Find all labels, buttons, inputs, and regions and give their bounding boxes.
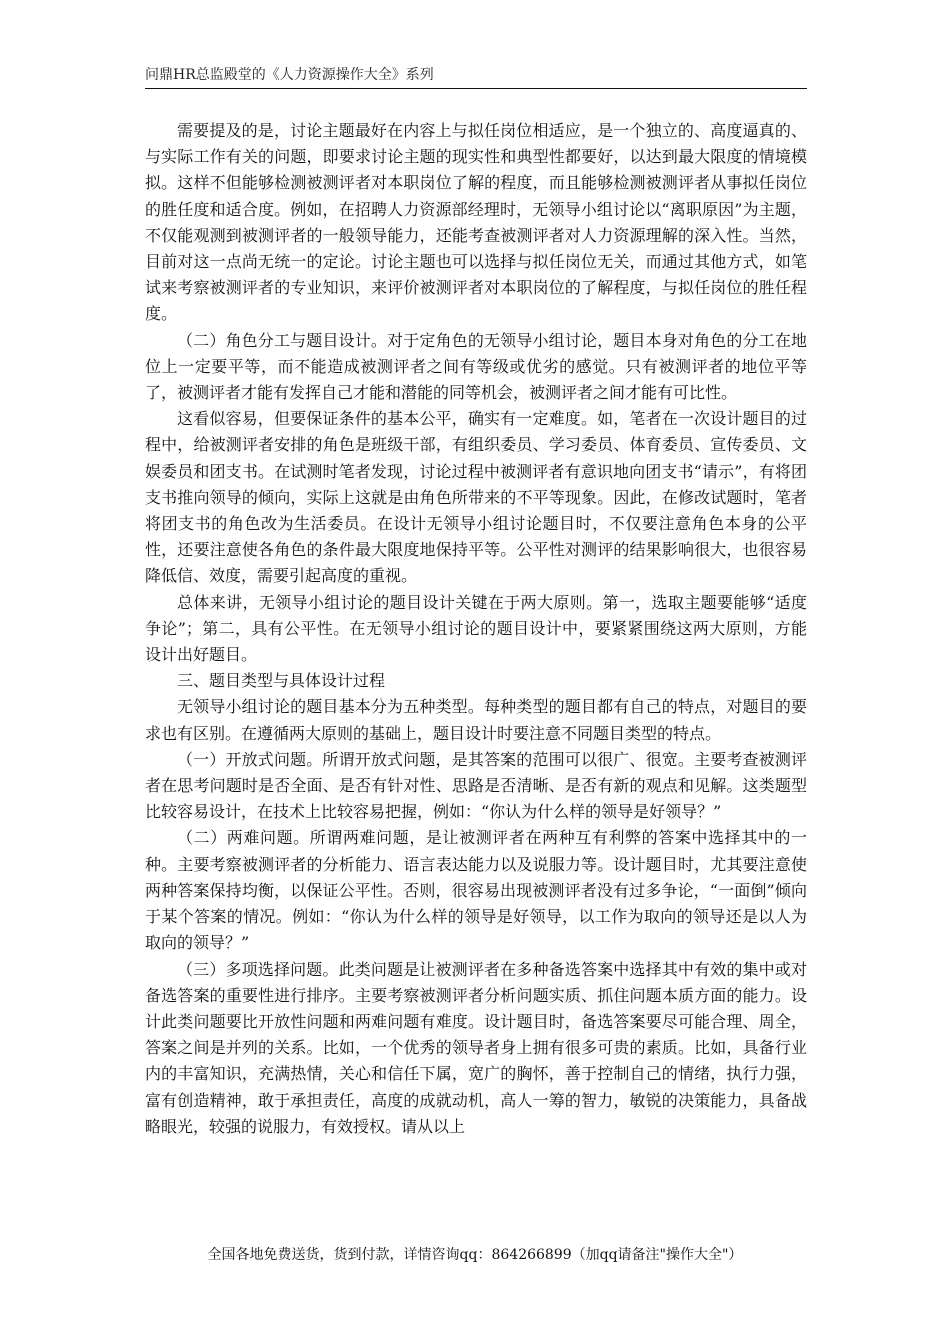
paragraph-role-division: （二）角色分工与题目设计。对于定角色的无领导小组讨论，题目本身对角色的分工在地位上一定要平等，而不能造成被测评者之间有等级或优劣的感觉。只有被测评者的地位平等了，被测评者才能有发挥自己才能和潜能的同等机会，被测评者之间才能有可比性。 — [145, 330, 807, 403]
paragraph-two-principles: 总体来讲，无领导小组讨论的题目设计关键在于两大原则。第一，选取主题要能够“适度争论”；第二，具有公平性。在无领导小组讨论的题目设计中，要紧紧围绕这两大原则，方能设计出好题目。 — [145, 592, 807, 665]
paragraph-dilemma-questions: （二）两难问题。所谓两难问题，是让被测评者在两种互有利弊的答案中选择其中的一种。主要考察被测评者的分析能力、语言表达能力以及说服力等。设计题目时，尤其要注意使两种答案保持均衡，以保证公平性。否则，很容易出现被测评者没有过多争论，“一面倒”倾向于某个答案的情况。例如：“你认为什么样的领导是好领导，以工作为取向的领导还是以人为取向的领导？” — [145, 828, 807, 953]
paragraph-five-types: 无领导小组讨论的题目基本分为五种类型。每种类型的题目都有自己的特点，对题目的要求也有区别。在遵循两大原则的基础上，题目设计时要注意不同题目类型的特点。 — [145, 697, 807, 743]
paragraph-fairness-example: 这看似容易，但要保证条件的基本公平，确实有一定难度。如，笔者在一次设计题目的过程中，给被测评者安排的角色是班级干部，有组织委员、学习委员、体育委员、宣传委员、文娱委员和团支书。在试测时笔者发现，讨论过程中被测评者有意识地向团支书“请示”，有将团支书推向领导的倾向，实际上这就是由角色所带来的不平等现象。因此，在修改试题时，笔者将团支书的角色改为生活委员。在设计无领导小组讨论题目时，不仅要注意角色本身的公平性，还要注意使各角色的条件最大限度地保持平等。公平性对测评的结果影响很大，也很容易降低信、效度，需要引起高度的重视。 — [145, 409, 807, 586]
page-footer: 全国各地免费送货，货到付款，详情咨询qq：864266899（加qq请备注"操作大全"） — [207, 1247, 743, 1263]
paragraph-multiple-choice-questions: （三）多项选择问题。此类问题是让被测评者在多种备选答案中选择其中有效的集中或对备选答案的重要性进行排序。主要考察被测评者分析问题实质、抓住问题本质方面的能力。设计此类问题要比开放性问题和两难问题有难度。设计题目时，备选答案要尽可能合理、周全，答案之间是并列的关系。比如，一个优秀的领导者身上拥有很多可贵的素质。比如，具备行业内的丰富知识，充满热情，关心和信任下属，宽广的胸怀，善于控制自己的情绪，执行力强，富有创造精神，敢于承担责任，高度的成就动机，高人一筹的智力，敏锐的决策能力，具备战略眼光，较强的说服力，有效授权。请从以上 — [145, 959, 807, 1136]
paragraph-open-questions: （一）开放式问题。所谓开放式问题，是其答案的范围可以很广、很宽。主要考查被测评者在思考问题时是否全面、是否有针对性、思路是否清晰、是否有新的观点和见解。这类题型比较容易设计，在技术上比较容易把握，例如：“你认为什么样的领导是好领导？” — [145, 749, 807, 822]
paragraph-topic-relevance: 需要提及的是，讨论主题最好在内容上与拟任岗位相适应，是一个独立的、高度逼真的、与实际工作有关的问题，即要求讨论主题的现实性和典型性都要好，以达到最大限度的情境模拟。这样不但能够检测被测评者对本职岗位了解的程度，而且能够检测被测评者从事拟任岗位的胜任度和适合度。例如，在招聘人力资源部经理时，无领导小组讨论以“离职原因”为主题，不仅能观测到被测评者的一般领导能力，还能考查被测评者对人力资源理解的深入性。当然，目前对这一点尚无统一的定论。讨论主题也可以选择与拟任岗位无关，而通过其他方式，如笔试来考察被测评者的专业知识，来评价被测评者对本职岗位的了解程度，与拟任岗位的胜任程度。 — [145, 121, 807, 324]
page-header: 问鼎HR总监殿堂的《人力资源操作大全》系列 — [145, 67, 434, 83]
document-body — [145, 118, 807, 1140]
header-divider — [145, 88, 807, 89]
section-heading-question-types: 三、题目类型与具体设计过程 — [177, 671, 386, 691]
